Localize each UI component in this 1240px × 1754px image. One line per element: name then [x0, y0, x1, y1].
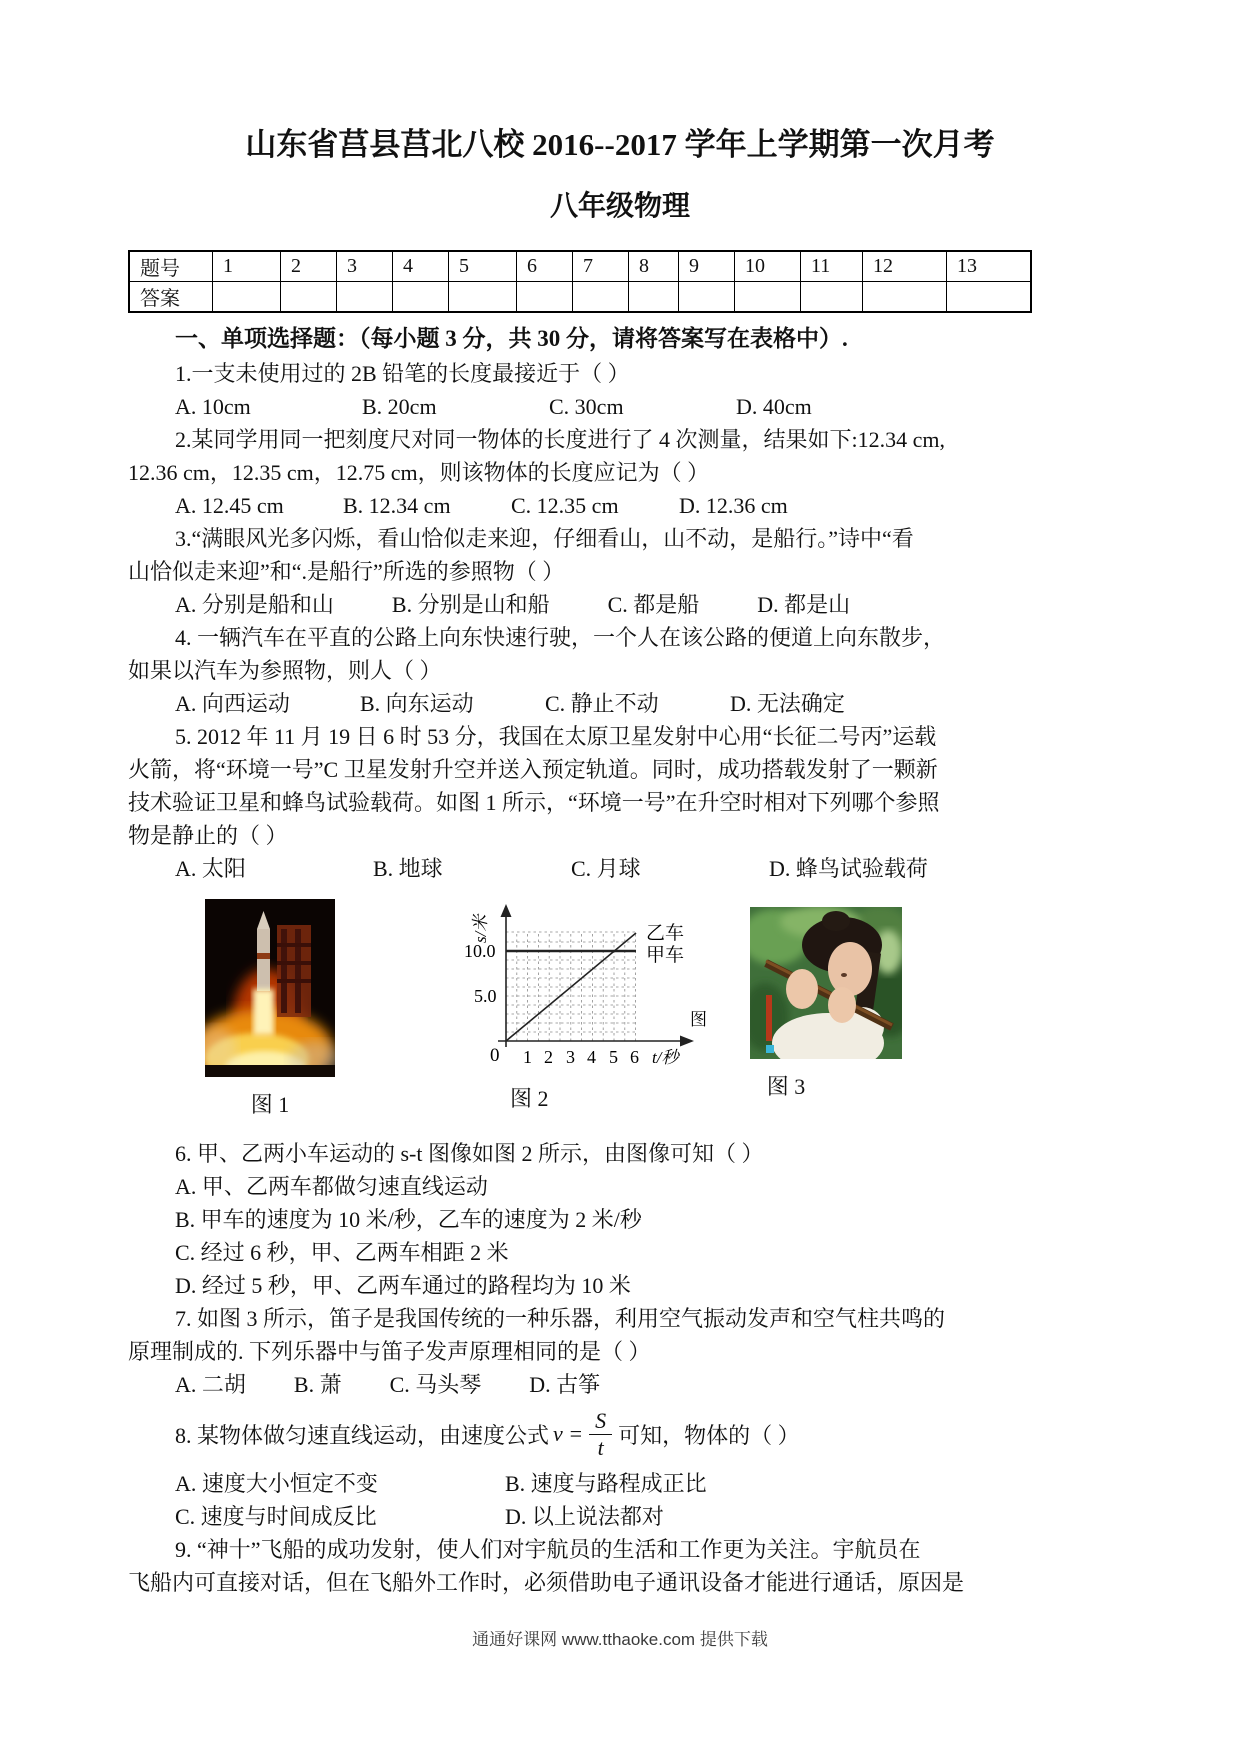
qnum-cell: 7 — [573, 251, 629, 282]
figure-1-caption: 图 1 — [250, 1092, 290, 1117]
row-label-answer: 答案 — [129, 282, 213, 313]
q9-text-line2: 飞船内可直接对话，但在飞船外工作时，必须借助电子通讯设备才能进行通话，原因是 — [128, 1570, 965, 1595]
q2-option-d: D. 12.36 cm — [679, 493, 788, 518]
launch-tower — [277, 925, 311, 1017]
ytick-10: 10.0 — [464, 941, 496, 961]
figures-row — [128, 899, 1112, 1137]
q7-option-a: A. 二胡 — [175, 1372, 246, 1397]
stray-glyph: 图 — [690, 1010, 707, 1029]
q3-option-a: A. 分别是船和山 — [175, 592, 334, 617]
q5-option-b: B. 地球 — [373, 856, 443, 881]
origin-label: 0 — [490, 1045, 500, 1066]
q1-text: 1.一支未使用过的 2B 铅笔的长度最接近于（ ） — [175, 361, 630, 386]
answer-table-answer-row — [129, 282, 1031, 313]
q5-text-line2: 火箭，将“环境一号”C 卫星发射升空并送入预定轨道。同时，成功搭载发射了一颗新 — [128, 757, 938, 782]
q5-text-line1: 5. 2012 年 11 月 19 日 6 时 53 分，我国在太原卫星发射中心用“长征二号丙”运载 — [175, 724, 937, 749]
q1-options — [128, 390, 1112, 423]
section-heading: 一、单项选择题：（每小题 3 分，共 30 分，请将答案写在表格中）. — [175, 326, 848, 351]
q4-text-line2: 如果以汽车为参照物，则人（ ） — [128, 658, 442, 683]
figure-3-caption: 图 3 — [766, 1074, 806, 1099]
qnum-cell: 5 — [449, 251, 517, 282]
qnum-cell: 13 — [947, 251, 1031, 282]
q6-option-b: B. 甲车的速度为 10 米/秒，乙车的速度为 2 米/秒 — [175, 1207, 642, 1232]
q1-option-d: D. 40cm — [736, 394, 812, 419]
fraction-numerator: S — [589, 1408, 612, 1435]
answer-cell[interactable] — [947, 282, 1031, 313]
x-axis-label: t/秒 — [652, 1048, 679, 1067]
q6-text: 6. 甲、乙两小车运动的 s-t 图像如图 2 所示，由图像可知（ ） — [175, 1141, 764, 1166]
q3-text-line2: 山恰似走来迎”和“.是船行”所选的参照物（ ） — [128, 559, 565, 584]
answer-table-header-row — [129, 251, 1031, 282]
answer-cell[interactable] — [629, 282, 679, 313]
fraction-denominator: t — [597, 1434, 604, 1460]
figure-2-caption: 图 2 — [510, 1086, 549, 1111]
xtick-2: 2 — [544, 1047, 553, 1067]
q8-text — [128, 1401, 1112, 1467]
q5-option-c: C. 月球 — [571, 856, 641, 881]
q7-option-c: C. 马头琴 — [389, 1372, 482, 1397]
qnum-cell: 2 — [281, 251, 337, 282]
xtick-5: 5 — [609, 1047, 618, 1067]
figure-2 — [428, 899, 728, 1113]
q8-formula-v: v = — [553, 1421, 584, 1446]
qnum-cell: 9 — [679, 251, 735, 282]
q4-option-b: B. 向东运动 — [360, 691, 474, 716]
q8-formula-fraction — [589, 1408, 612, 1461]
q4-option-a: A. 向西运动 — [175, 691, 290, 716]
qnum-cell: 6 — [517, 251, 573, 282]
q5-options — [128, 852, 1112, 885]
row-label-question-number: 题号 — [129, 251, 213, 282]
q6-option-a: A. 甲、乙两车都做匀速直线运动 — [175, 1174, 488, 1199]
rocket-launch-photo — [205, 899, 335, 1077]
q5-option-a: A. 太阳 — [175, 856, 246, 881]
q7-text-line1: 7. 如图 3 所示，笛子是我国传统的一种乐器，利用空气振动发声和空气柱共鸣的 — [175, 1306, 946, 1331]
q2-options — [128, 489, 1112, 522]
q4-option-c: C. 静止不动 — [545, 691, 659, 716]
figure-3 — [750, 907, 902, 1101]
q1-option-a: A. 10cm — [175, 394, 251, 419]
xtick-3: 3 — [566, 1047, 575, 1067]
answer-cell[interactable] — [213, 282, 281, 313]
q4-text-line1: 4. 一辆汽车在平直的公路上向东快速行驶，一个人在该公路的便道上向东散步， — [175, 625, 946, 650]
q8-options-row1 — [128, 1467, 1112, 1500]
qnum-cell: 12 — [863, 251, 947, 282]
footer-watermark: 通通好课网 www.tthaoke.com 提供下载 — [472, 1630, 768, 1649]
answer-table — [128, 250, 1032, 313]
figure-1 — [205, 899, 335, 1119]
q7-options — [128, 1368, 1112, 1401]
y-axis-arrow — [501, 904, 512, 917]
xtick-4: 4 — [587, 1047, 596, 1067]
q5-text-line4: 物是静止的（ ） — [128, 823, 288, 848]
q8-text-pre: 8. 某物体做匀速直线运动，由速度公式 — [175, 1422, 550, 1448]
x-axis-arrow — [680, 1036, 694, 1047]
q6-option-d: D. 经过 5 秒，甲、乙两车通过的路程均为 10 米 — [175, 1273, 631, 1298]
xtick-1: 1 — [523, 1047, 532, 1067]
q6-option-c: C. 经过 6 秒，甲、乙两车相距 2 米 — [175, 1240, 509, 1265]
q1-option-c: C. 30cm — [549, 394, 624, 419]
answer-cell[interactable] — [517, 282, 573, 313]
answer-cell[interactable] — [337, 282, 393, 313]
series-jia-label: 甲车 — [646, 945, 685, 966]
q2-text-line2: 12.36 cm，12.35 cm，12.75 cm，则该物体的长度应记为（ ） — [128, 460, 710, 485]
q3-text-line1: 3.“满眼风光多闪烁，看山恰似走来迎，仔细看山，山不动，是船行。”诗中“看 — [175, 526, 914, 551]
q7-text-line2: 原理制成的. 下列乐器中与笛子发声原理相同的是（ ） — [128, 1339, 651, 1364]
answer-cell[interactable] — [801, 282, 863, 313]
page-subtitle: 八年级物理 — [549, 191, 690, 222]
q2-option-b: B. 12.34 cm — [343, 493, 451, 518]
y-axis-label: s/米 — [471, 914, 490, 943]
answer-cell[interactable] — [573, 282, 629, 313]
q8-options-row2 — [128, 1500, 1112, 1533]
qnum-cell: 4 — [393, 251, 449, 282]
qnum-cell: 1 — [213, 251, 281, 282]
q2-option-c: C. 12.35 cm — [511, 493, 619, 518]
q2-text-line1: 2.某同学用同一把刻度尺对同一物体的长度进行了 4 次测量，结果如下:12.34 cm, — [175, 427, 945, 452]
series-yi-label: 乙车 — [646, 923, 685, 944]
answer-cell[interactable] — [281, 282, 337, 313]
qnum-cell: 10 — [735, 251, 801, 282]
qnum-cell: 11 — [801, 251, 863, 282]
q4-options — [128, 687, 1112, 720]
answer-cell[interactable] — [863, 282, 947, 313]
q2-option-a: A. 12.45 cm — [175, 493, 284, 518]
q3-option-b: B. 分别是山和船 — [391, 592, 550, 617]
answer-cell[interactable] — [679, 282, 735, 313]
q3-options — [128, 588, 1112, 621]
q9-text-line1: 9. “神十”飞船的成功发射，使人们对宇航员的生活和工作更为关注。宇航员在 — [175, 1537, 921, 1562]
qnum-cell: 8 — [629, 251, 679, 282]
q4-option-d: D. 无法确定 — [730, 691, 845, 716]
answer-cell[interactable] — [393, 282, 449, 313]
q5-option-d: D. 蜂鸟试验载荷 — [769, 856, 928, 881]
answer-cell[interactable] — [449, 282, 517, 313]
q3-option-d: D. 都是山 — [757, 592, 851, 617]
q8-option-a: A. 速度大小恒定不变 — [175, 1471, 378, 1496]
s-t-graph — [428, 899, 728, 1071]
xtick-6: 6 — [630, 1047, 639, 1067]
q7-option-d: D. 古筝 — [529, 1372, 601, 1397]
answer-cell[interactable] — [735, 282, 801, 313]
page-title: 山东省莒县莒北八校 2016--2017 学年上学期第一次月考 — [245, 127, 995, 162]
q5-text-line3: 技术验证卫星和蜂鸟试验载荷。如图 1 所示，“环境一号”在升空时相对下列哪个参照 — [128, 790, 940, 815]
exam-page — [128, 124, 1112, 1650]
q8-option-c: C. 速度与时间成反比 — [175, 1504, 377, 1529]
ytick-5: 5.0 — [474, 986, 497, 1006]
q8-text-post: 可知，物体的（ ） — [618, 1422, 800, 1448]
q3-option-c: C. 都是船 — [607, 592, 700, 617]
flute-player-photo — [750, 907, 902, 1059]
q8-option-b: B. 速度与路程成正比 — [505, 1471, 707, 1496]
q7-option-b: B. 萧 — [293, 1372, 342, 1397]
qnum-cell: 3 — [337, 251, 393, 282]
q1-option-b: B. 20cm — [362, 394, 437, 419]
q8-option-d: D. 以上说法都对 — [505, 1504, 664, 1529]
